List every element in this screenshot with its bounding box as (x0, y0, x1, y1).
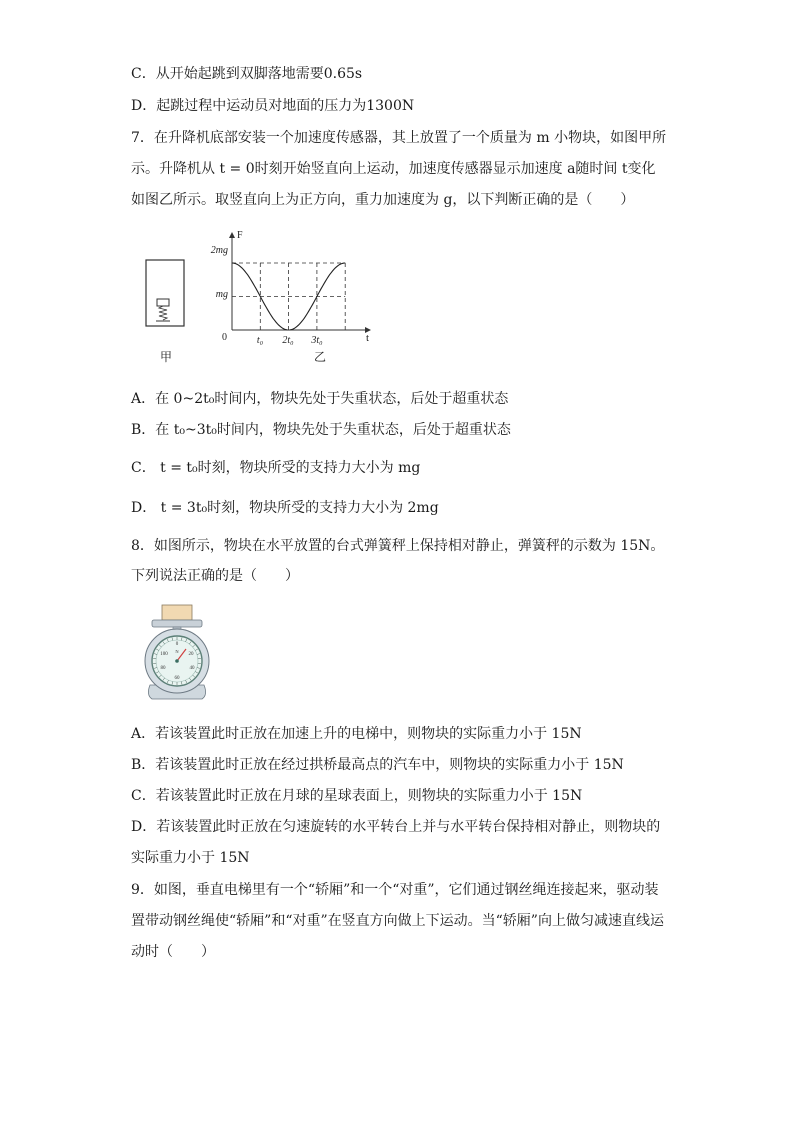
elevator-box (146, 260, 184, 326)
y-tick-mg: mg (215, 289, 228, 300)
q9-stem-line2: 置带动钢丝绳使“轿厢”和“对重”在竖直方向做上下运动。当“轿厢”向上做匀减速直线运 (131, 913, 664, 929)
q7-option-a: A．在 0~2t₀时间内，物块先处于失重状态，后处于超重状态 (131, 391, 509, 407)
x-tick-2t0: 2t₀ (282, 335, 294, 346)
q7-option-d: D． t = 3t₀时刻，物块所受的支持力大小为 2mg (131, 500, 439, 516)
fig-jia-caption: 甲 (159, 350, 173, 364)
q8-option-a: A．若该装置此时正放在加速上升的电梯中，则物块的实际重力小于 15N (131, 726, 582, 742)
y-axis-label: F (237, 230, 243, 241)
dial-label-20: 20 (188, 652, 194, 657)
q7-option-b: B．在 t₀~3t₀时间内，物块先处于失重状态，后处于超重状态 (131, 422, 511, 438)
spring-icon (159, 306, 167, 320)
origin-label: 0 (222, 332, 227, 343)
q8-option-b: B．若该装置此时正放在经过拱桥最高点的汽车中，则物块的实际重力小于 15N (131, 757, 624, 773)
q9-stem-line3: 动时（ ） (131, 944, 215, 960)
fig-yi-caption: 乙 (313, 350, 327, 364)
q8-stem-line2: 下列说法正确的是（ ） (131, 568, 299, 584)
q7-stem-line1: 7．在升降机底部安装一个加速度传感器，其上放置了一个质量为 m 小物块，如图甲所 (131, 130, 667, 146)
q8-option-d-line1: D．若该装置此时正放在匀速旋转的水平转台上并与水平转台保持相对静止，则物块的 (131, 819, 661, 835)
q6-option-c: C．从开始起跳到双脚落地需要0.65s (131, 66, 363, 82)
dashed-guides (232, 263, 345, 330)
dial-label-100: 100 (160, 652, 168, 657)
dial-label-40: 40 (189, 666, 195, 671)
sensor-block (157, 299, 169, 306)
q9-stem-line1: 9．如图，垂直电梯里有一个“轿厢”和一个“对重”，它们通过钢丝绳连接起来，驱动装 (131, 882, 659, 898)
block (162, 605, 192, 620)
q6-option-d: D．起跳过程中运动员对地面的压力为1300N (131, 98, 415, 114)
q7-option-c: C． t = t₀时刻，物块所受的支持力大小为 mg (131, 460, 421, 476)
q7-stem-line2: 示。升降机从 t = 0时刻开始竖直向上运动，加速度传感器显示加速度 a随时间 t变化 (131, 161, 656, 177)
q8-option-d-line2: 实际重力小于 15N (131, 850, 250, 866)
q7-figure-yi (200, 225, 390, 370)
dial-label-60: 60 (174, 676, 180, 681)
dial-unit-label: N (175, 649, 179, 654)
dial-label-0: 0 (175, 642, 179, 647)
y-tick-2mg: 2mg (210, 245, 228, 256)
q8-option-c: C．若该装置此时正放在月球的星球表面上，则物块的实际重力小于 15N (131, 788, 583, 804)
x-tick-t0: t₀ (256, 335, 264, 346)
x-tick-3t0: 3t₀ (311, 335, 323, 346)
scale-pan (152, 620, 202, 627)
dial-label-80: 80 (160, 666, 166, 671)
x-axis-label: t (366, 332, 370, 344)
q8-spring-scale-figure (140, 603, 215, 703)
q7-figure-jia (140, 255, 192, 367)
q7-stem-line3: 如图乙所示。取竖直向上为正方向，重力加速度为 g，以下判断正确的是（ ） (131, 192, 635, 208)
q8-stem-line1: 8．如图所示，物块在水平放置的台式弹簧秤上保持相对静止，弹簧秤的示数为 15N。 (131, 538, 665, 554)
